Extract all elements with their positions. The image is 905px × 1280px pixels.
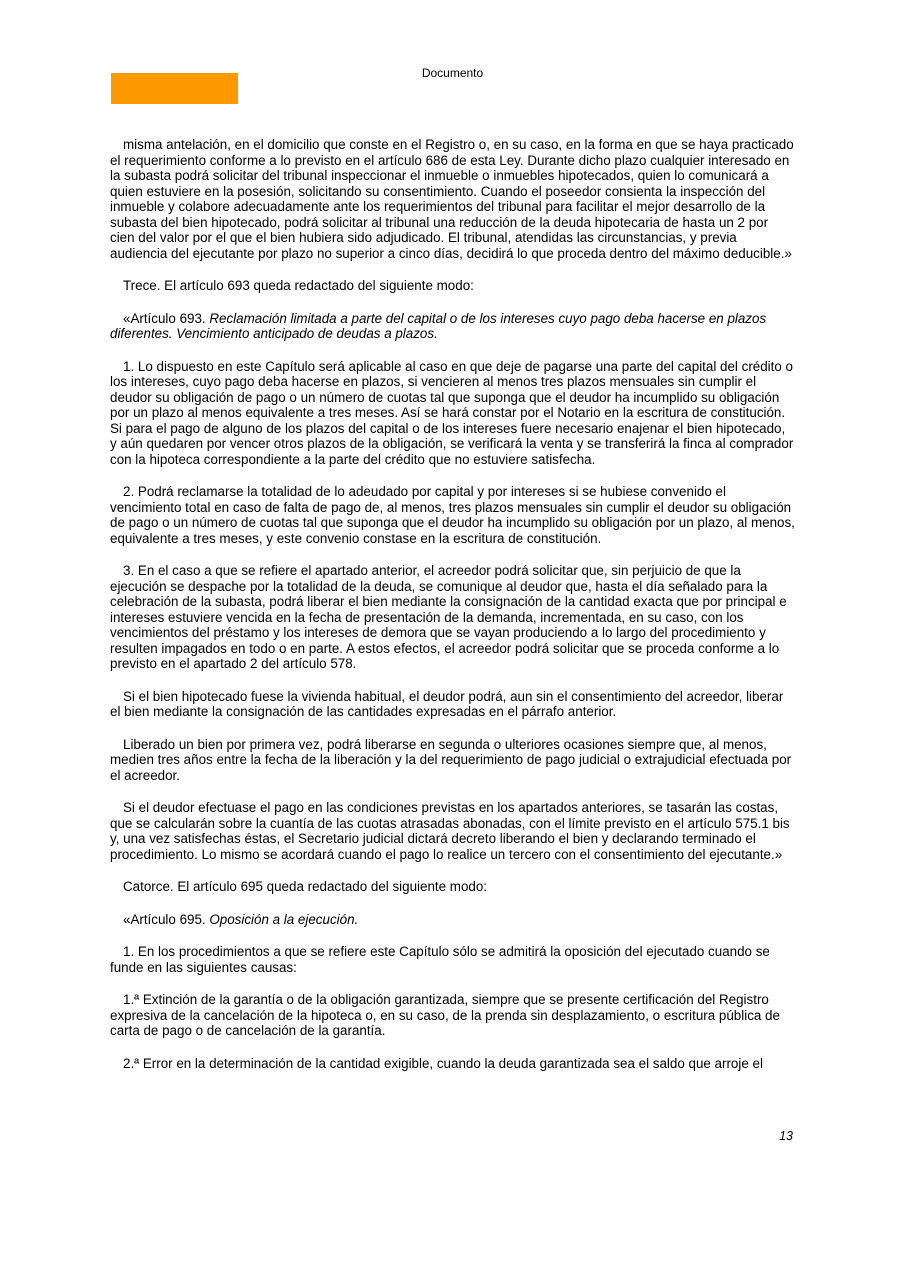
orange-logo-block (111, 73, 238, 104)
page-number: 13 (779, 1129, 793, 1143)
article-title: Reclamación limitada a parte del capital o de los intereses cuyo pago deba hacerse en plazos diferentes. Vencimiento anticipado de deudas a plazos. (110, 310, 767, 341)
paragraph: Catorce. El artículo 695 queda redactado del siguiente modo: (123, 879, 488, 894)
paragraph: misma antelación, en el domicilio que conste en el Registro o, en su caso, en la forma en que se haya practicado el requerimiento conforme a lo previsto en el artículo 686 de esta Ley. Durante dicho plazo cualquier interesado en la subasta podrá solicitar del tribunal inspeccionar el inmueble o inmuebles hipotecados, quien lo comunicará a quien estuviere en la posesión, solicitando su consentimiento. Cuando el poseedor consienta la inspección del inmueble y colabore adecuadamente ante los requerimientos del tribunal para facilitar el mejor desarrollo de la subasta del bien hipotecado, podrá solicitar al tribunal una reducción de la deuda hipotecaria de hasta un 2 por cien del valor por el que el bien hubiera sido adjudicado. El tribunal, atendidas las circunstancias, y previa audiencia del ejecutante por plazo no superior a cinco días, decidirá lo que proceda dentro del máximo deducible.» (110, 137, 794, 261)
paragraph: Si el deudor efectuase el pago en las condiciones previstas en los apartados anteriores, se tasarán las costas, que se calcularán sobre la cuantía de las cuotas atrasadas abonadas, con el límite previsto en el artículo 575.1 bis y, una vez satisfechas éstas, el Secretario judicial dictará decreto liberando el bien y declarando terminado el procedimiento. Lo mismo se acordará cuando el pago lo realice un tercero con el consentimiento del ejecutante.» (110, 800, 790, 862)
paragraph: Liberado un bien por primera vez, podrá liberarse en segunda o ulteriores ocasiones siempre que, al menos, medien tres años entre la fecha de la liberación y la del requerimiento de pago judicial o extrajudicial efectuada por el acreedor. (110, 736, 792, 783)
paragraph: 3. En el caso a que se refiere el apartado anterior, el acreedor podrá solicitar que, sin perjuicio de que la ejecución se despache por la totalidad de la deuda, se comunique al deudor que, hasta el día señalado para la celebración de la subasta, podrá liberar el bien mediante la consignación de la cantidad exacta que por principal e intereses estuviere vencida en la fecha de presentación de la demanda, incrementada, en su caso, con los vencimientos del préstamo y los intereses de demora que se vayan produciendo a lo largo del procedimiento y resulten impagados en todo o en parte. A estos efectos, el acreedor podrá solicitar que se proceda conforme a lo previsto en el apartado 2 del artículo 578. (110, 563, 787, 671)
document-header-title: Documento (421, 66, 484, 80)
paragraph: 1. Lo dispuesto en este Capítulo será aplicable al caso en que deje de pagarse una parte del capital del crédito o los intereses, cuyo pago deba hacerse en plazos, si vencieren al menos tres plazos mensuales sin cumplir el deudor su obligación de pago o un número de cuotas tal que suponga que el deudor ha incumplido su obligación por un plazo al menos equivalente a tres meses. Así se hará constar por el Notario en la escritura de constitución. Si para el pago de alguno de los plazos del capital o de los intereses fuere necesario enajenar el bien hipotecado, y aún quedaren por vencer otros plazos de la obligación, se verificará la venta y se transferirá la finca al comprador con la hipoteca correspondiente a la parte del crédito que no estuviere satisfecha. (110, 358, 794, 467)
article-heading: «Artículo 693. Reclamación limitada a parte del capital o de los intereses cuyo pago deba hacerse en plazos diferentes. Vencimiento anticipado de deudas a plazos. (110, 310, 767, 341)
paragraph: 1.ª Extinción de la garantía o de la obligación garantizada, siempre que se presente certificación del Registro expresiva de la cancelación de la hipoteca o, en su caso, de la prenda sin desplazamiento, o escritura pública de carta de pago o de cancelación de la garantía. (110, 992, 780, 1038)
paragraph: Si el bien hipotecado fuese la vivienda habitual, el deudor podrá, aun sin el consentimiento del acreedor, liberar el bien mediante la consignación de las cantidades expresadas en el párrafo anterior. (110, 688, 784, 719)
paragraph: 2. Podrá reclamarse la totalidad de lo adeudado por capital y por intereses si se hubiese convenido el vencimiento total en caso de falta de pago de, al menos, tres plazos mensuales sin cumplir el deudor su obligación de pago o un número de cuotas tal que suponga que el deudor ha incumplido su obligación por un plazo, al menos, equivalente a tres meses, y este convenio constase en la escritura de constitución. (110, 484, 795, 546)
paragraph: 2.ª Error en la determinación de la cantidad exigible, cuando la deuda garantizada sea el saldo que arroje el (123, 1055, 763, 1071)
article-heading: «Artículo 695. Oposición a la ejecución. (123, 911, 359, 927)
document-body (110, 137, 795, 1088)
paragraph: Trece. El artículo 693 queda redactado del siguiente modo: (123, 278, 474, 293)
paragraph: 1. En los procedimientos a que se refiere este Capítulo sólo se admitirá la oposición del ejecutado cuando se funde en las siguientes causas: (110, 944, 770, 975)
article-title: Oposición a la ejecución. (209, 911, 359, 927)
